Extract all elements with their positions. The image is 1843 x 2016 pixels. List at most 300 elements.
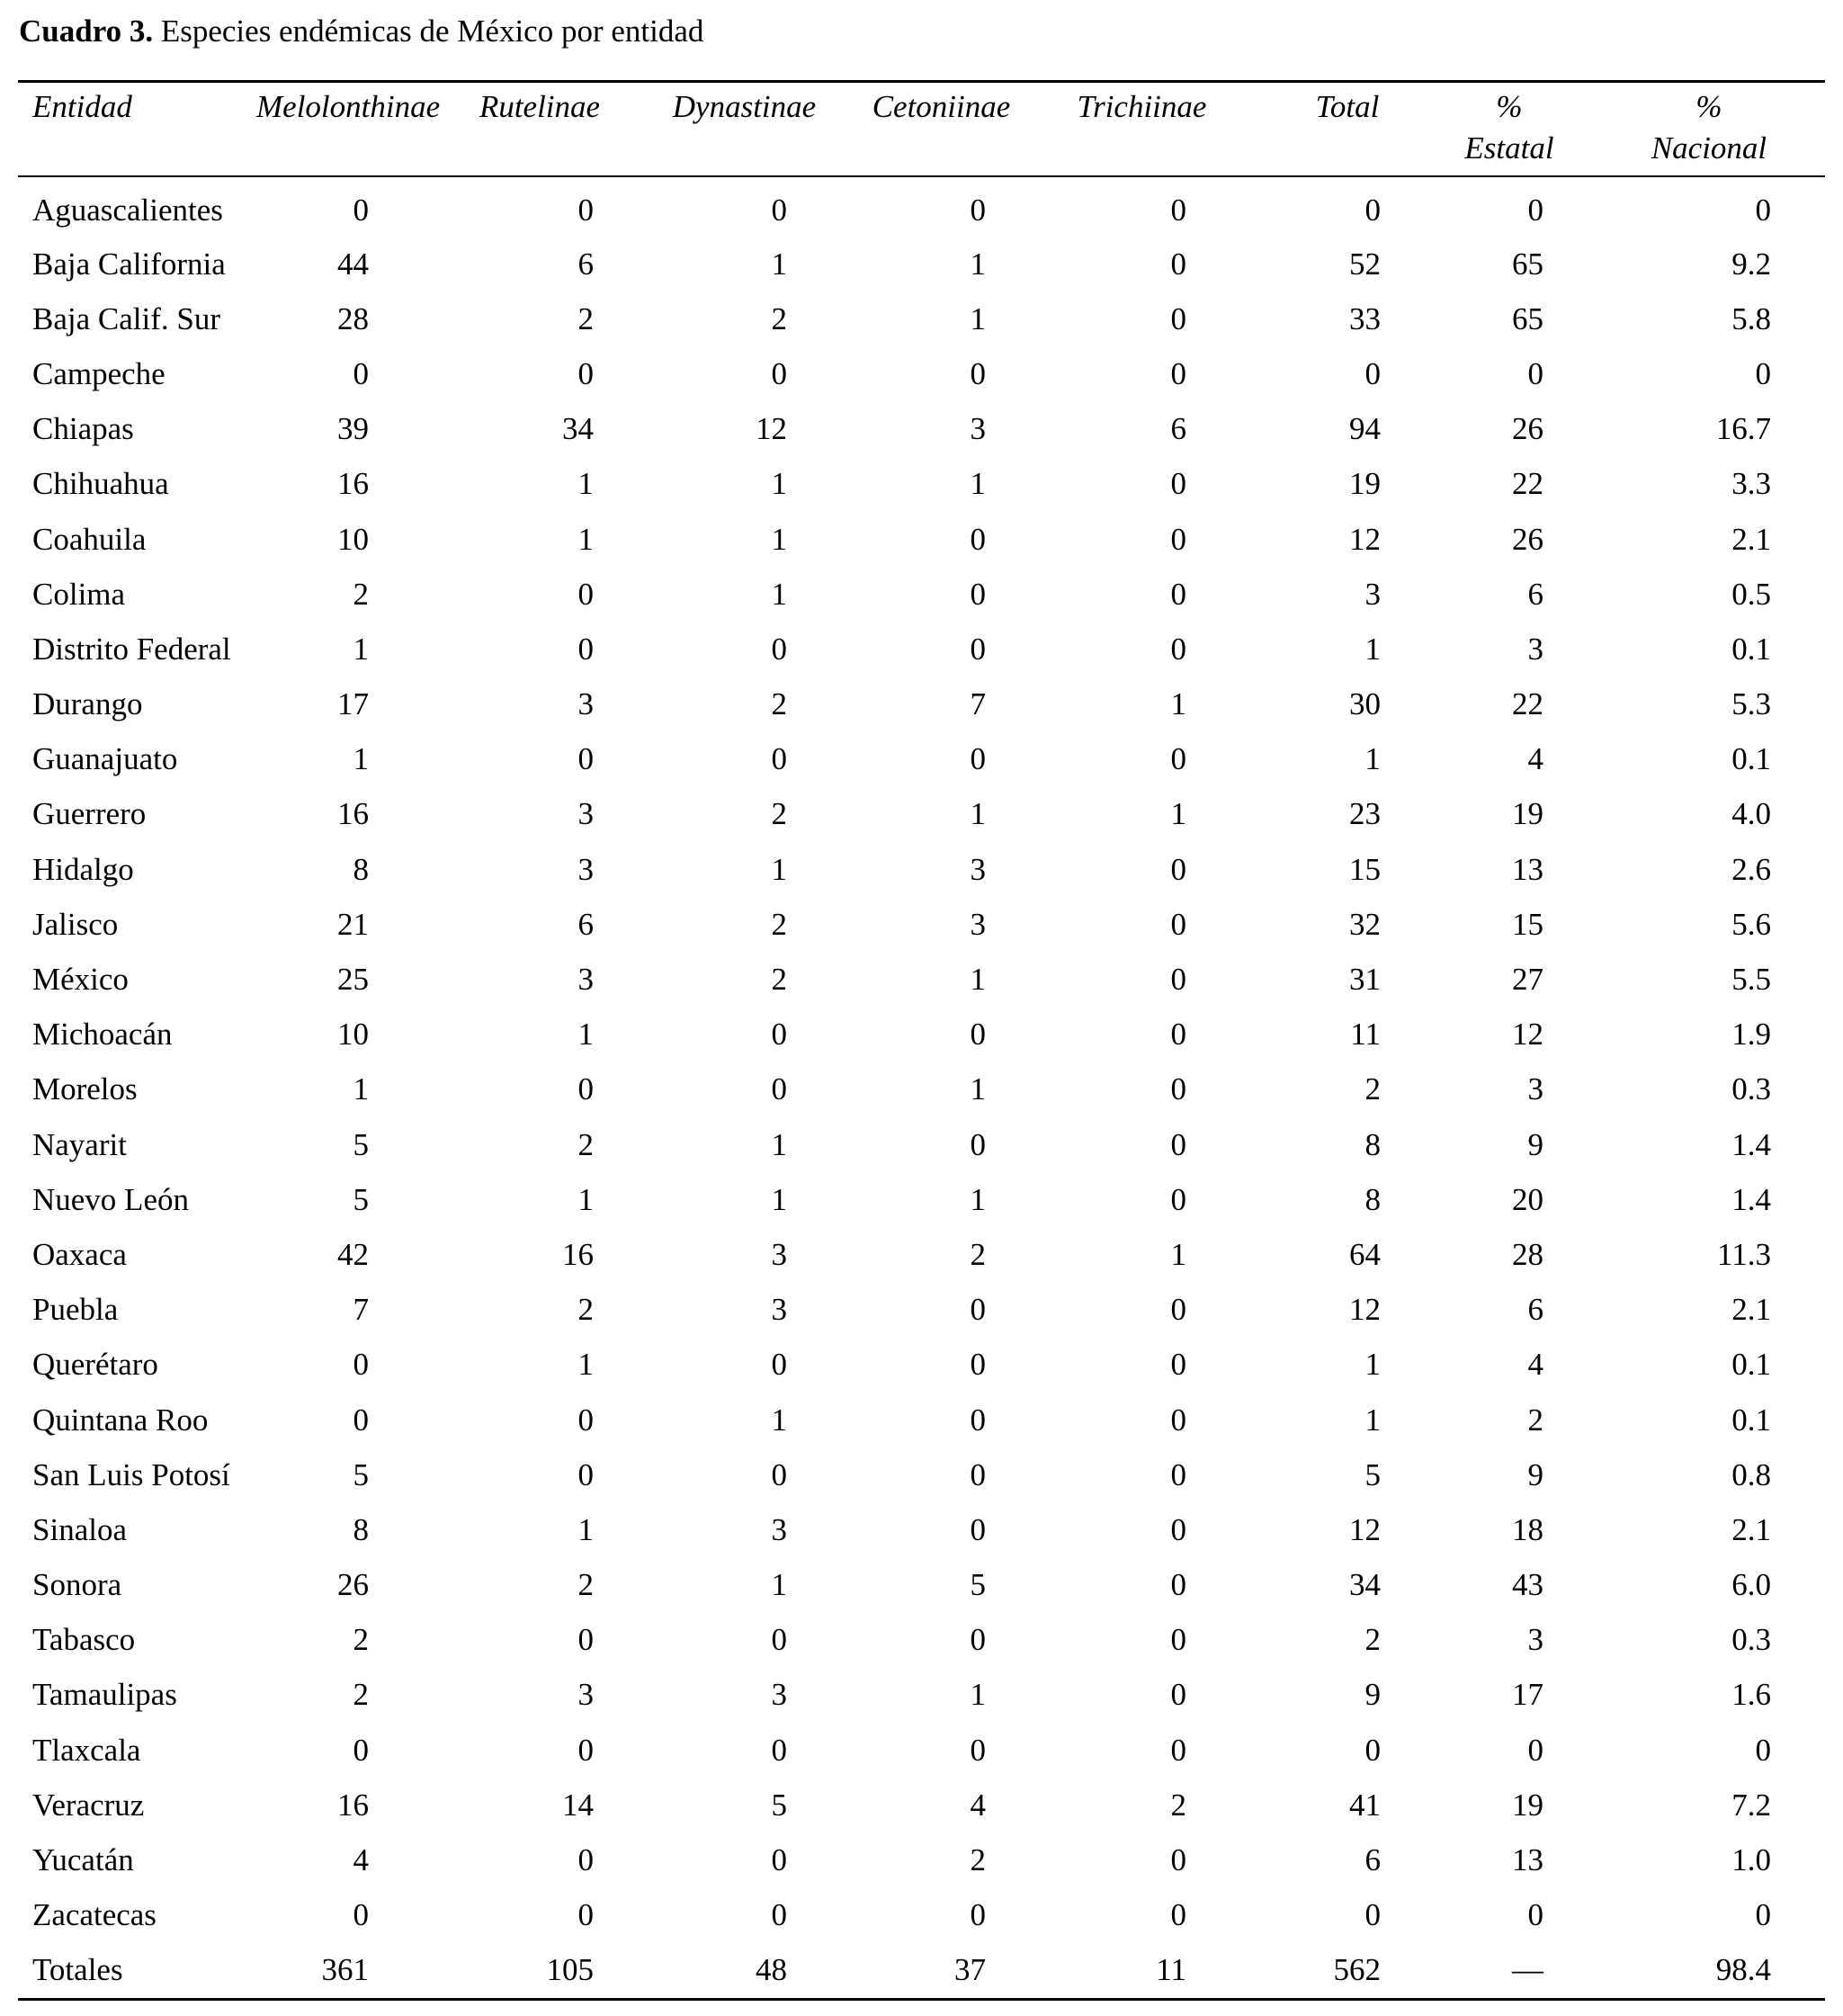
cell-pct-estatal: 0 xyxy=(1527,1732,1543,1768)
cell-rutelinae: 0 xyxy=(577,1402,594,1438)
cell-melolonthinae: 26 xyxy=(337,1567,369,1603)
cell-trichiinae: 0 xyxy=(1170,1622,1186,1658)
cell-rutelinae: 0 xyxy=(577,631,594,667)
cell-melolonthinae: 16 xyxy=(337,796,369,832)
cell-entidad: Oaxaca xyxy=(32,1236,127,1272)
cell-melolonthinae: 361 xyxy=(321,1952,369,1988)
cell-melolonthinae: 0 xyxy=(353,193,369,228)
bottom-rule xyxy=(18,1998,1825,2001)
table-row xyxy=(18,1338,1825,1393)
cell-pct-estatal: 19 xyxy=(1512,796,1543,832)
cell-trichiinae: 0 xyxy=(1170,1017,1186,1053)
cell-rutelinae: 3 xyxy=(577,796,594,832)
cell-dynastinae: 12 xyxy=(756,411,787,447)
cell-rutelinae: 2 xyxy=(577,1567,594,1603)
cell-pct-nacional: 0.1 xyxy=(1731,1347,1771,1383)
cell-entidad: Zacatecas xyxy=(32,1897,157,1933)
cell-cetoniinae: 1 xyxy=(970,1071,986,1107)
cell-melolonthinae: 42 xyxy=(337,1236,369,1272)
cell-rutelinae: 0 xyxy=(577,576,594,612)
cell-cetoniinae: 1 xyxy=(970,796,986,832)
cell-pct-nacional: 0.8 xyxy=(1731,1456,1771,1492)
cell-pct-nacional: 0.3 xyxy=(1731,1071,1771,1107)
cell-pct-estatal: 26 xyxy=(1512,521,1543,557)
cell-total: 0 xyxy=(1364,355,1381,391)
cell-entidad: Baja Calif. Sur xyxy=(32,300,220,336)
cell-rutelinae: 1 xyxy=(577,1347,594,1383)
cell-trichiinae: 0 xyxy=(1170,355,1186,391)
cell-pct-nacional: 9.2 xyxy=(1731,246,1771,282)
cell-pct-nacional: 4.0 xyxy=(1731,796,1771,832)
cell-pct-estatal: — xyxy=(1512,1952,1543,1988)
cell-total: 31 xyxy=(1349,962,1381,998)
cell-entidad: Baja California xyxy=(32,246,226,282)
endemic-species-table xyxy=(18,83,1825,1998)
header-melolonthinae: Melolonthinae xyxy=(256,89,441,124)
cell-melolonthinae: 8 xyxy=(353,851,369,887)
cell-dynastinae: 0 xyxy=(771,1456,787,1492)
cell-cetoniinae: 1 xyxy=(970,1677,986,1713)
cell-trichiinae: 6 xyxy=(1170,411,1186,447)
cell-entidad: Yucatán xyxy=(32,1842,134,1878)
cell-cetoniinae: 2 xyxy=(970,1842,986,1878)
cell-entidad: Veracruz xyxy=(32,1787,145,1823)
cell-dynastinae: 1 xyxy=(771,1126,787,1162)
cell-dynastinae: 0 xyxy=(771,1347,787,1383)
table-row xyxy=(18,1558,1825,1613)
cell-pct-nacional: 0 xyxy=(1755,1732,1771,1768)
cell-trichiinae: 0 xyxy=(1170,1402,1186,1438)
cell-rutelinae: 14 xyxy=(562,1787,594,1823)
cell-pct-estatal: 13 xyxy=(1512,851,1543,887)
cell-trichiinae: 1 xyxy=(1170,686,1186,722)
cell-total: 94 xyxy=(1349,411,1381,447)
table-row xyxy=(18,175,1825,237)
cell-trichiinae: 0 xyxy=(1170,1126,1186,1162)
table-row xyxy=(18,1668,1825,1723)
cell-total: 1 xyxy=(1364,631,1381,667)
cell-cetoniinae: 1 xyxy=(970,962,986,998)
cell-pct-estatal: 22 xyxy=(1512,466,1543,502)
cell-rutelinae: 1 xyxy=(577,1017,594,1053)
table-row xyxy=(18,1393,1825,1447)
cell-pct-nacional: 5.5 xyxy=(1731,962,1771,998)
cell-entidad: Coahuila xyxy=(32,521,147,557)
cell-entidad: Sonora xyxy=(32,1567,122,1603)
cell-trichiinae: 0 xyxy=(1170,1347,1186,1383)
cell-rutelinae: 3 xyxy=(577,962,594,998)
table-row xyxy=(18,952,1825,1007)
cell-dynastinae: 2 xyxy=(771,300,787,336)
cell-pct-nacional: 0 xyxy=(1755,1897,1771,1933)
cell-total: 3 xyxy=(1364,576,1381,612)
cell-pct-estatal: 3 xyxy=(1527,1622,1543,1658)
cell-pct-estatal: 19 xyxy=(1512,1787,1543,1823)
cell-melolonthinae: 7 xyxy=(353,1292,369,1328)
cell-trichiinae: 0 xyxy=(1170,1511,1186,1547)
cell-pct-estatal: 2 xyxy=(1527,1402,1543,1438)
cell-pct-nacional: 2.1 xyxy=(1731,521,1771,557)
table-row xyxy=(18,1723,1825,1778)
cell-pct-estatal: 26 xyxy=(1512,411,1543,447)
cell-entidad: Tabasco xyxy=(32,1622,136,1658)
table-row xyxy=(18,787,1825,842)
caption-label: Cuadro 3. xyxy=(19,13,154,49)
cell-rutelinae: 1 xyxy=(577,466,594,502)
cell-pct-estatal: 15 xyxy=(1512,906,1543,942)
cell-cetoniinae: 4 xyxy=(970,1787,986,1823)
cell-melolonthinae: 5 xyxy=(353,1126,369,1162)
cell-dynastinae: 1 xyxy=(771,576,787,612)
cell-dynastinae: 1 xyxy=(771,521,787,557)
cell-pct-estatal: 9 xyxy=(1527,1126,1543,1162)
cell-trichiinae: 1 xyxy=(1170,1236,1186,1272)
cell-trichiinae: 0 xyxy=(1170,1677,1186,1713)
cell-pct-estatal: 18 xyxy=(1512,1511,1543,1547)
cell-dynastinae: 2 xyxy=(771,906,787,942)
cell-melolonthinae: 2 xyxy=(353,1677,369,1713)
cell-trichiinae: 0 xyxy=(1170,1732,1186,1768)
cell-entidad: Sinaloa xyxy=(32,1511,127,1547)
cell-trichiinae: 0 xyxy=(1170,962,1186,998)
cell-cetoniinae: 0 xyxy=(970,1292,986,1328)
cell-rutelinae: 0 xyxy=(577,1732,594,1768)
table-row xyxy=(18,291,1825,346)
cell-melolonthinae: 4 xyxy=(353,1842,369,1878)
cell-pct-estatal: 0 xyxy=(1527,1897,1543,1933)
cell-rutelinae: 2 xyxy=(577,1292,594,1328)
cell-dynastinae: 0 xyxy=(771,631,787,667)
table-row xyxy=(18,1778,1825,1832)
cell-dynastinae: 0 xyxy=(771,1017,787,1053)
cell-entidad: Morelos xyxy=(32,1071,138,1107)
table-row xyxy=(18,457,1825,512)
cell-pct-estatal: 0 xyxy=(1527,355,1543,391)
cell-entidad: Durango xyxy=(32,686,143,722)
cell-melolonthinae: 28 xyxy=(337,300,369,336)
cell-total: 12 xyxy=(1349,521,1381,557)
cell-cetoniinae: 37 xyxy=(954,1952,986,1988)
cell-cetoniinae: 3 xyxy=(970,851,986,887)
cell-rutelinae: 1 xyxy=(577,521,594,557)
cell-rutelinae: 0 xyxy=(577,193,594,228)
cell-total: 12 xyxy=(1349,1511,1381,1547)
cell-trichiinae: 0 xyxy=(1170,246,1186,282)
cell-cetoniinae: 0 xyxy=(970,355,986,391)
cell-rutelinae: 1 xyxy=(577,1181,594,1217)
header-estatal-label: Estatal xyxy=(1464,130,1554,166)
cell-melolonthinae: 44 xyxy=(337,246,369,282)
cell-total: 2 xyxy=(1364,1071,1381,1107)
cell-total: 0 xyxy=(1364,1732,1381,1768)
cell-dynastinae: 3 xyxy=(771,1677,787,1713)
cell-trichiinae: 2 xyxy=(1170,1787,1186,1823)
table-row xyxy=(18,237,1825,291)
cell-trichiinae: 0 xyxy=(1170,1071,1186,1107)
table-row xyxy=(18,732,1825,787)
cell-dynastinae: 0 xyxy=(771,741,787,777)
table-row xyxy=(18,1117,1825,1172)
cell-rutelinae: 3 xyxy=(577,851,594,887)
cell-pct-nacional: 3.3 xyxy=(1731,466,1771,502)
cell-pct-nacional: 0.1 xyxy=(1731,1402,1771,1438)
cell-pct-nacional: 1.4 xyxy=(1731,1181,1771,1217)
cell-pct-nacional: 1.4 xyxy=(1731,1126,1771,1162)
cell-cetoniinae: 0 xyxy=(970,1897,986,1933)
cell-pct-nacional: 7.2 xyxy=(1731,1787,1771,1823)
cell-total: 64 xyxy=(1349,1236,1381,1272)
cell-total: 0 xyxy=(1364,1897,1381,1933)
cell-entidad: Querétaro xyxy=(32,1347,158,1383)
cell-melolonthinae: 10 xyxy=(337,1017,369,1053)
header-nacional xyxy=(1593,83,1825,175)
cell-entidad: Nuevo León xyxy=(32,1181,189,1217)
header-trichiinae: Trichiinae xyxy=(1077,89,1207,124)
cell-melolonthinae: 0 xyxy=(353,1402,369,1438)
header-estatal xyxy=(1426,83,1593,175)
cell-rutelinae: 2 xyxy=(577,300,594,336)
cell-rutelinae: 0 xyxy=(577,1456,594,1492)
header-rutelinae: Rutelinae xyxy=(479,89,601,124)
cell-dynastinae: 5 xyxy=(771,1787,787,1823)
header-nacional-percent: % xyxy=(1695,89,1722,124)
cell-rutelinae: 0 xyxy=(577,1842,594,1878)
cell-entidad: Chiapas xyxy=(32,411,134,447)
cell-melolonthinae: 5 xyxy=(353,1456,369,1492)
cell-pct-nacional: 0 xyxy=(1755,193,1771,228)
cell-melolonthinae: 0 xyxy=(353,355,369,391)
cell-melolonthinae: 1 xyxy=(353,1071,369,1107)
cell-total: 8 xyxy=(1364,1126,1381,1162)
cell-trichiinae: 0 xyxy=(1170,1456,1186,1492)
cell-cetoniinae: 0 xyxy=(970,1732,986,1768)
cell-pct-nacional: 2.6 xyxy=(1731,851,1771,887)
cell-cetoniinae: 5 xyxy=(970,1567,986,1603)
cell-entidad: Guerrero xyxy=(32,796,147,832)
cell-total: 6 xyxy=(1364,1842,1381,1878)
table-row xyxy=(18,622,1825,676)
cell-trichiinae: 0 xyxy=(1170,741,1186,777)
cell-dynastinae: 2 xyxy=(771,796,787,832)
cell-pct-estatal: 4 xyxy=(1527,1347,1543,1383)
table-row xyxy=(18,1832,1825,1887)
cell-pct-estatal: 17 xyxy=(1512,1677,1543,1713)
table-body xyxy=(18,175,1825,1998)
header-total: Total xyxy=(1315,89,1380,124)
cell-rutelinae: 3 xyxy=(577,1677,594,1713)
cell-cetoniinae: 3 xyxy=(970,411,986,447)
table-row xyxy=(18,1227,1825,1282)
cell-dynastinae: 3 xyxy=(771,1292,787,1328)
cell-entidad: Hidalgo xyxy=(32,851,134,887)
cell-melolonthinae: 21 xyxy=(337,906,369,942)
cell-melolonthinae: 10 xyxy=(337,521,369,557)
cell-dynastinae: 1 xyxy=(771,851,787,887)
cell-rutelinae: 105 xyxy=(546,1952,594,1988)
cell-entidad: Chihuahua xyxy=(32,466,169,502)
table-row xyxy=(18,402,1825,457)
cell-dynastinae: 3 xyxy=(771,1236,787,1272)
cell-rutelinae: 0 xyxy=(577,1071,594,1107)
cell-dynastinae: 0 xyxy=(771,1842,787,1878)
cell-pct-nacional: 1.0 xyxy=(1731,1842,1771,1878)
header-cetoniinae: Cetoniinae xyxy=(872,89,1011,124)
cell-total: 562 xyxy=(1333,1952,1381,1988)
cell-pct-estatal: 9 xyxy=(1527,1456,1543,1492)
cell-entidad: Totales xyxy=(32,1952,123,1988)
table-row xyxy=(18,1613,1825,1668)
cell-total: 32 xyxy=(1349,906,1381,942)
cell-total: 0 xyxy=(1364,193,1381,228)
cell-cetoniinae: 0 xyxy=(970,1402,986,1438)
cell-entidad: Nayarit xyxy=(32,1126,127,1162)
cell-rutelinae: 16 xyxy=(562,1236,594,1272)
cell-dynastinae: 3 xyxy=(771,1511,787,1547)
cell-cetoniinae: 0 xyxy=(970,1017,986,1053)
table-row xyxy=(18,842,1825,897)
cell-trichiinae: 0 xyxy=(1170,1842,1186,1878)
cell-pct-estatal: 43 xyxy=(1512,1567,1543,1603)
cell-pct-nacional: 5.6 xyxy=(1731,906,1771,942)
cell-entidad: Aguascalientes xyxy=(32,193,223,228)
cell-rutelinae: 0 xyxy=(577,741,594,777)
cell-pct-nacional: 0.1 xyxy=(1731,631,1771,667)
table-row xyxy=(18,1888,1825,1943)
cell-melolonthinae: 16 xyxy=(337,466,369,502)
cell-pct-nacional: 11.3 xyxy=(1717,1236,1771,1272)
cell-entidad: Puebla xyxy=(32,1292,119,1328)
cell-pct-estatal: 4 xyxy=(1527,741,1543,777)
cell-trichiinae: 0 xyxy=(1170,851,1186,887)
table-row xyxy=(18,1008,1825,1062)
cell-rutelinae: 0 xyxy=(577,1622,594,1658)
table-row xyxy=(18,346,1825,401)
cell-melolonthinae: 0 xyxy=(353,1732,369,1768)
cell-pct-estatal: 28 xyxy=(1512,1236,1543,1272)
cell-cetoniinae: 1 xyxy=(970,1181,986,1217)
cell-cetoniinae: 1 xyxy=(970,300,986,336)
cell-trichiinae: 0 xyxy=(1170,631,1186,667)
cell-melolonthinae: 2 xyxy=(353,576,369,612)
cell-trichiinae: 1 xyxy=(1170,796,1186,832)
cell-rutelinae: 0 xyxy=(577,1897,594,1933)
cell-dynastinae: 1 xyxy=(771,1402,787,1438)
cell-melolonthinae: 16 xyxy=(337,1787,369,1823)
cell-cetoniinae: 0 xyxy=(970,741,986,777)
cell-pct-estatal: 22 xyxy=(1512,686,1543,722)
table-row xyxy=(18,1502,1825,1557)
cell-pct-nacional: 0.3 xyxy=(1731,1622,1771,1658)
cell-total: 15 xyxy=(1349,851,1381,887)
cell-cetoniinae: 2 xyxy=(970,1236,986,1272)
header-row xyxy=(18,83,1825,175)
cell-pct-nacional: 98.4 xyxy=(1715,1952,1771,1988)
cell-pct-nacional: 5.8 xyxy=(1731,300,1771,336)
cell-pct-estatal: 12 xyxy=(1512,1017,1543,1053)
table-row xyxy=(18,567,1825,622)
cell-dynastinae: 0 xyxy=(771,1071,787,1107)
header-estatal-percent: % xyxy=(1496,89,1523,124)
cell-melolonthinae: 2 xyxy=(353,1622,369,1658)
cell-cetoniinae: 1 xyxy=(970,246,986,282)
cell-trichiinae: 0 xyxy=(1170,193,1186,228)
cell-total: 23 xyxy=(1349,796,1381,832)
cell-entidad: Michoacán xyxy=(32,1017,173,1053)
cell-cetoniinae: 7 xyxy=(970,686,986,722)
cell-entidad: Guanajuato xyxy=(32,741,178,777)
cell-pct-nacional: 0.1 xyxy=(1731,741,1771,777)
cell-cetoniinae: 3 xyxy=(970,906,986,942)
cell-entidad: Quintana Roo xyxy=(32,1402,209,1438)
cell-trichiinae: 11 xyxy=(1156,1952,1186,1988)
cell-total: 12 xyxy=(1349,1292,1381,1328)
cell-dynastinae: 48 xyxy=(756,1952,787,1988)
cell-rutelinae: 6 xyxy=(577,906,594,942)
cell-cetoniinae: 0 xyxy=(970,1511,986,1547)
cell-total: 1 xyxy=(1364,1347,1381,1383)
cell-cetoniinae: 0 xyxy=(970,1347,986,1383)
cell-pct-estatal: 13 xyxy=(1512,1842,1543,1878)
cell-cetoniinae: 0 xyxy=(970,193,986,228)
cell-melolonthinae: 25 xyxy=(337,962,369,998)
cell-rutelinae: 2 xyxy=(577,1126,594,1162)
cell-total: 5 xyxy=(1364,1456,1381,1492)
cell-pct-nacional: 5.3 xyxy=(1731,686,1771,722)
cell-trichiinae: 0 xyxy=(1170,1897,1186,1933)
cell-pct-nacional: 0 xyxy=(1755,355,1771,391)
cell-dynastinae: 1 xyxy=(771,246,787,282)
cell-cetoniinae: 0 xyxy=(970,521,986,557)
cell-melolonthinae: 5 xyxy=(353,1181,369,1217)
cell-melolonthinae: 0 xyxy=(353,1897,369,1933)
cell-cetoniinae: 0 xyxy=(970,1456,986,1492)
cell-pct-estatal: 3 xyxy=(1527,631,1543,667)
table-row xyxy=(18,1283,1825,1338)
cell-dynastinae: 0 xyxy=(771,1732,787,1768)
cell-trichiinae: 0 xyxy=(1170,1292,1186,1328)
cell-total: 11 xyxy=(1350,1017,1381,1053)
cell-dynastinae: 1 xyxy=(771,1181,787,1217)
cell-pct-estatal: 20 xyxy=(1512,1181,1543,1217)
cell-melolonthinae: 8 xyxy=(353,1511,369,1547)
cell-cetoniinae: 0 xyxy=(970,631,986,667)
cell-total: 9 xyxy=(1364,1677,1381,1713)
table-row xyxy=(18,1447,1825,1502)
cell-dynastinae: 2 xyxy=(771,686,787,722)
cell-cetoniinae: 1 xyxy=(970,466,986,502)
cell-total: 30 xyxy=(1349,686,1381,722)
cell-melolonthinae: 0 xyxy=(353,1347,369,1383)
table-row xyxy=(18,1172,1825,1227)
cell-total: 2 xyxy=(1364,1622,1381,1658)
cell-entidad: Jalisco xyxy=(32,906,119,942)
cell-trichiinae: 0 xyxy=(1170,1567,1186,1603)
cell-pct-estatal: 6 xyxy=(1527,576,1543,612)
table-row xyxy=(18,677,1825,732)
cell-entidad: Campeche xyxy=(32,355,166,391)
cell-pct-nacional: 6.0 xyxy=(1731,1567,1771,1603)
cell-pct-estatal: 0 xyxy=(1527,193,1543,228)
cell-trichiinae: 0 xyxy=(1170,576,1186,612)
cell-cetoniinae: 0 xyxy=(970,1622,986,1658)
cell-rutelinae: 34 xyxy=(562,411,594,447)
header-dynastinae: Dynastinae xyxy=(672,89,817,124)
cell-total: 34 xyxy=(1349,1567,1381,1603)
cell-entidad: Tamaulipas xyxy=(32,1677,177,1713)
cell-dynastinae: 1 xyxy=(771,466,787,502)
cell-dynastinae: 0 xyxy=(771,1622,787,1658)
cell-total: 1 xyxy=(1364,1402,1381,1438)
